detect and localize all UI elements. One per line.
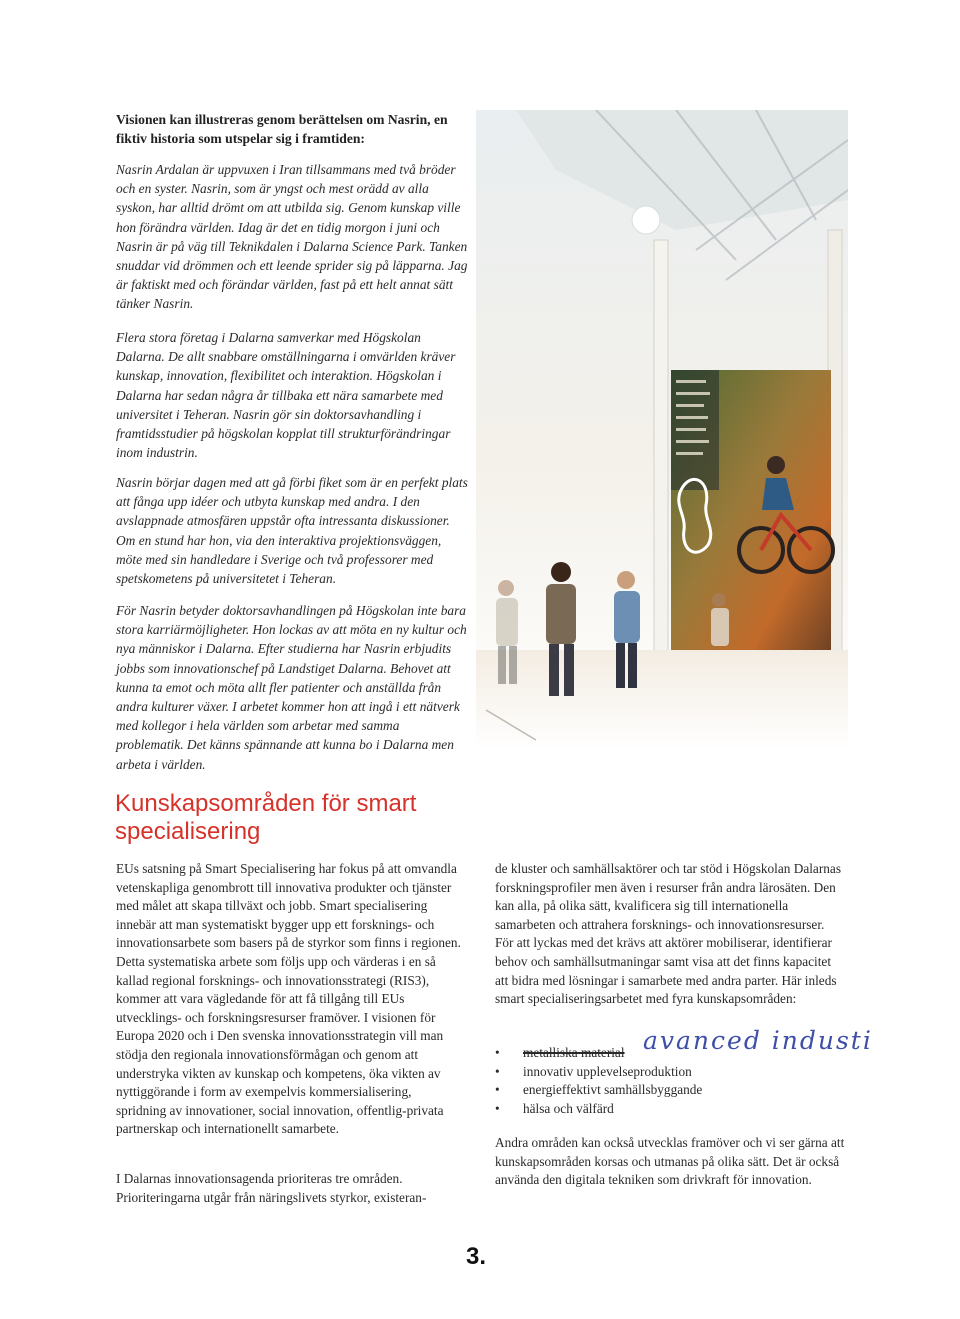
story-text: Nasrin Ardalan är uppvuxen i Iran tillsammans med två bröder och en syster. Nasrin, som är yngst och mest orädd av alla syskon, har alltid drömt om att utbilda sig. Genom kunskap ville hon förändra världen. Idag är det en tidig morgon i juni och Nasrin är på väg till Teknikdalen i Dalarna Science Park. Tanken snuddar vid drömmen och ett leende sprider sig på läpparna. Jag är faktiskt med och förändar världen, fast på ett helt annat sätt tänker Nasrin. — [116, 162, 468, 312]
story-paragraph — [116, 328, 468, 462]
body-column-right-closing — [495, 1134, 845, 1190]
body-column-left-continued — [116, 1170, 464, 1207]
campus-illustration — [476, 110, 848, 750]
page-number: 3. — [466, 1243, 487, 1270]
body-column-right — [495, 860, 845, 1009]
story-text: Flera stora företag i Dalarna samverkar med Högskolan Dalarna. De allt snabbare omställningarna i omvärlden kräver kunskap, innovation, flexibilitet och interaktion. Högskolan i Dalarna har sedan några år tillbaka ett nära samarbete med universitet i Teheran. Nasrin gör sin doktorsavhandling i framtidsstudier på högskolan kopplat till strukturförändringar inom industrin. — [116, 330, 456, 461]
body-paragraph: EUs satsning på Smart Specialisering har fokus på att omvandla vetenskapliga genombrott till innovativa produkter och tjänster med målet att skapa tillväxt och jobb. Smart specialisering innebär att man systematiskt bygger upp ett forsknings- och innovationsarbete som basers på de styrkor som finns i regionen. Detta systematiska arbete som följs upp och värderas i en så kallad regional forsknings- och innovationsstrategi (RIS3), kommer att vara vägledande för att få tillgång till EUs utvecklings- och forskningsresurser framöver. I visionen för Europa 2020 och i Den svenska innovationsstrategin vill man stödja den regionala innovationsförmågan och genom att understryka vikten av kunskap och kompetens, öka vikten av nyttiggörande i form av exempelvis kommersialisering, spridning av innovationer, social innovation, offentlig-privata partnerskap och internationellt samarbete. — [116, 861, 461, 1137]
body-paragraph: de kluster och samhällsaktörer och tar stöd i Högskolan Dalarnas forskningsprofiler men även i resurser från andra lärosäten. Den kan alla, på olika sätt, kvalificera sig till internationella samarbeten och attrahera forsknings- och innovationsresurser. För att lyckas med det krävs att aktörer mobiliserar, identifierar behov och samhällsutmaningar samt visa att det finns kapacitet att bidra med lösningar i samarbete med andra parter. Här inleds smart specialiseringsarbetet med fyra kunskapsområden: — [495, 861, 841, 1007]
list-item-text: innovativ upplevelseproduktion — [523, 1063, 692, 1079]
list-item — [495, 1100, 855, 1119]
story-text: För Nasrin betyder doktorsavhandlingen på Högskolan inte bara stora karriärmöjligheter. Hon lockas av att möta en ny kultur och nya människor i Dalarna. Efter studierna har Nasrin erbjudits jobbs som innovationschef på Landstiget Dalarna. Behovet att kunna ta emot och möta allt fler patienter och anställda från andra kulturer växer. I arbetet kommer hon att ingå i ett nätverk med kollegor i hela världen som arbetar med samma problematik. Det känns spännande att kunna bo i Dalarna men arbeta i världen. — [116, 603, 467, 772]
intro-lead: Visionen kan illustreras genom berättelsen om Nasrin, en fiktiv historia som utspelar sig i framtiden: — [116, 112, 448, 146]
knowledge-areas-list — [495, 1044, 855, 1118]
bullet-icon: • — [495, 1082, 500, 1098]
bullet-icon: • — [495, 1100, 500, 1116]
campus-scene-image — [476, 110, 848, 750]
story-paragraph — [116, 160, 468, 314]
story-paragraph — [116, 601, 468, 774]
story-text: Nasrin börjar dagen med att gå förbi fiket som är en perfekt plats att fånga upp idéer och utbyta kunskap med andra. I den avslappnade atmosfären uppstår ofta intressanta diskussioner. Om en stund har hon, via den interaktiva projektionsväggen, möte med sin handledare i Sverige och två professorer med spetskometens på universitetet i Teheran. — [116, 475, 468, 587]
section-heading: Kunskapsområden för smart specialisering — [115, 790, 417, 845]
bullet-icon: • — [495, 1063, 500, 1079]
bullet-icon: • — [495, 1045, 500, 1060]
story-paragraph — [116, 473, 468, 588]
body-paragraph: I Dalarnas innovationsagenda prioriteras tre områden. Prioriteringarna utgår från näringslivets styrkor, existeran- — [116, 1171, 427, 1205]
handwritten-annotation: avanced industi — [643, 1026, 873, 1055]
list-item — [495, 1063, 855, 1082]
list-item-text: hälsa och välfärd — [523, 1100, 614, 1116]
list-item — [495, 1081, 855, 1100]
body-column-left — [116, 860, 464, 1139]
list-item-text: metalliska material — [523, 1045, 625, 1060]
list-item-text: energieffektivt samhällsbyggande — [523, 1082, 703, 1098]
body-paragraph: Andra områden kan också utvecklas framöver och vi ser gärna att kunskapsområden korsas och utmanas på olika sätt. Det är också använda den digitala tekniken som drivkraft för innovation. — [495, 1135, 845, 1188]
